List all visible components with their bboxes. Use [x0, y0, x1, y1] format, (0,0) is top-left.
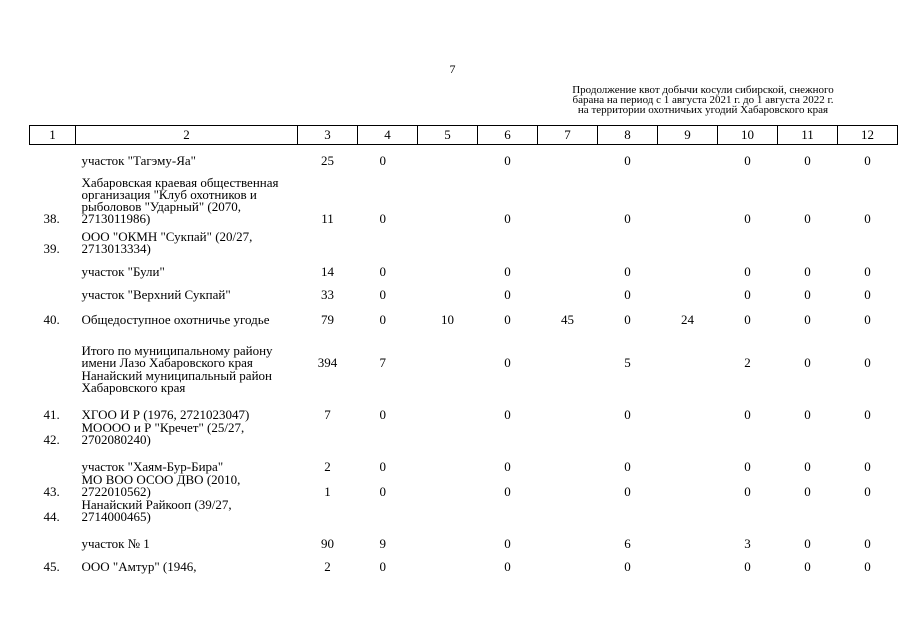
quota-value: 0 [804, 312, 811, 327]
quota-value: 0 [864, 536, 871, 551]
column-header: 1 [30, 126, 76, 145]
quota-value [418, 255, 478, 278]
quota-value [358, 369, 418, 394]
column-header: 2 [76, 126, 298, 145]
row-number: 45. [43, 559, 60, 574]
quota-value: 2 [744, 355, 751, 370]
quota-value: 0 [864, 407, 871, 422]
caption-line: Продолжение квот добычи косули сибирской, снежного [572, 84, 834, 96]
quota-value [358, 421, 418, 446]
quota-value [538, 550, 598, 573]
quota-value: 0 [804, 536, 811, 551]
quota-value [598, 369, 658, 394]
quota-value: 0 [744, 484, 751, 499]
quota-value: 0 [744, 287, 751, 302]
table-row [30, 394, 898, 421]
row-name: Итого по муниципальному району имени Лазо Хабаровского края [81, 343, 273, 370]
quota-value [598, 421, 658, 446]
column-header: 11 [778, 126, 838, 145]
quota-value: 0 [864, 264, 871, 279]
row-number: 38. [43, 211, 60, 226]
quota-value [658, 446, 718, 473]
row-name: ООО "ОКМН "Сукпай" (20/27, 2713013334) [81, 229, 253, 256]
quota-value [658, 369, 718, 394]
row-number: 43. [43, 484, 60, 499]
table-body [30, 145, 898, 574]
quota-value: 0 [624, 459, 631, 474]
table-row [30, 550, 898, 573]
row-name: участок "Хаям-Бур-Бира" [81, 459, 224, 474]
quota-value: 0 [624, 264, 631, 279]
quota-value: 0 [864, 559, 871, 574]
quota-value: 0 [864, 153, 871, 168]
quota-value [418, 326, 478, 369]
quota-value: 0 [504, 287, 511, 302]
quota-value: 0 [864, 312, 871, 327]
quota-value [538, 278, 598, 301]
quota-value [418, 421, 478, 446]
column-header: 9 [658, 126, 718, 145]
table-row [30, 446, 898, 473]
table-row [30, 301, 898, 326]
quota-value [418, 550, 478, 573]
quota-value: 0 [504, 264, 511, 279]
quota-value: 0 [804, 287, 811, 302]
quota-value: 11 [321, 211, 334, 226]
quota-value [658, 167, 718, 225]
quota-value: 0 [864, 287, 871, 302]
column-header: 4 [358, 126, 418, 145]
quota-value [658, 550, 718, 573]
row-number [30, 278, 76, 301]
quota-value: 0 [744, 211, 751, 226]
quota-value: 14 [321, 264, 334, 279]
quota-value [538, 326, 598, 369]
table-row [30, 145, 898, 168]
quota-value [478, 225, 538, 255]
quota-value [718, 225, 778, 255]
quota-value: 5 [624, 355, 631, 370]
table-row [30, 167, 898, 225]
quota-value [658, 145, 718, 168]
caption-line: на территории охотничьих угодий Хабаровского края [577, 104, 829, 116]
quota-value [538, 369, 598, 394]
row-name: участок "Верхний Сукпай" [81, 287, 231, 302]
quota-value: 0 [624, 407, 631, 422]
quota-value [298, 369, 358, 394]
quota-value [538, 523, 598, 550]
quota-value: 0 [864, 355, 871, 370]
quota-value [598, 498, 658, 523]
row-name: участок № 1 [81, 536, 150, 551]
quota-value: 0 [504, 407, 511, 422]
quota-value: 0 [744, 407, 751, 422]
quota-table [29, 125, 898, 573]
caption-line: барана на период с 1 августа 2021 г. до 1 августа 2022 г. [572, 94, 834, 106]
quota-value: 45 [561, 312, 574, 327]
quota-value: 90 [321, 536, 334, 551]
quota-value [538, 473, 598, 498]
quota-value [418, 167, 478, 225]
quota-value: 0 [804, 211, 811, 226]
quota-value: 0 [379, 312, 386, 327]
row-number: 42. [43, 432, 60, 447]
quota-value: 0 [379, 264, 386, 279]
quota-value: 24 [681, 312, 694, 327]
quota-value: 3 [744, 536, 751, 551]
quota-value: 7 [324, 407, 331, 422]
quota-value: 0 [744, 264, 751, 279]
quota-value: 0 [504, 312, 511, 327]
quota-value [658, 498, 718, 523]
table-caption [548, 85, 858, 115]
column-header: 10 [718, 126, 778, 145]
quota-value: 0 [804, 264, 811, 279]
quota-value [418, 473, 478, 498]
row-number [30, 523, 76, 550]
row-name: МО ВОО ОСОО ДВО (2010, 2722010562) [81, 472, 241, 499]
quota-value: 0 [624, 287, 631, 302]
table-row [30, 225, 898, 255]
table-row [30, 523, 898, 550]
row-number: 44. [43, 509, 60, 524]
quota-value: 0 [624, 559, 631, 574]
quota-value: 0 [864, 459, 871, 474]
table-row [30, 498, 898, 523]
table-row [30, 421, 898, 446]
table-row [30, 473, 898, 498]
quota-value: 0 [744, 559, 751, 574]
table-row [30, 369, 898, 394]
quota-value [538, 167, 598, 225]
quota-value [478, 498, 538, 523]
quota-value [418, 523, 478, 550]
row-number [30, 326, 76, 369]
quota-value: 0 [504, 211, 511, 226]
row-name: участок "Були" [81, 264, 165, 279]
quota-value: 0 [504, 459, 511, 474]
quota-value [838, 225, 898, 255]
quota-value: 0 [864, 211, 871, 226]
quota-value: 0 [804, 355, 811, 370]
quota-value [658, 394, 718, 421]
quota-value [778, 421, 838, 446]
row-number [30, 255, 76, 278]
quota-value [598, 225, 658, 255]
column-header: 6 [478, 126, 538, 145]
quota-value: 7 [379, 355, 386, 370]
quota-value: 0 [624, 312, 631, 327]
quota-value: 6 [624, 536, 631, 551]
quota-value [298, 498, 358, 523]
row-number: 39. [43, 241, 60, 256]
quota-value [538, 394, 598, 421]
quota-value: 0 [379, 559, 386, 574]
column-header: 8 [598, 126, 658, 145]
quota-value [658, 523, 718, 550]
table-row [30, 255, 898, 278]
quota-value: 0 [864, 484, 871, 499]
quota-value: 9 [379, 536, 386, 551]
quota-value [658, 473, 718, 498]
quota-value: 0 [379, 153, 386, 168]
quota-value [538, 498, 598, 523]
quota-value [418, 369, 478, 394]
quota-value [538, 225, 598, 255]
quota-value: 2 [324, 559, 331, 574]
quota-value [478, 369, 538, 394]
quota-value: 33 [321, 287, 334, 302]
quota-value: 0 [624, 153, 631, 168]
quota-value [838, 498, 898, 523]
quota-value [658, 421, 718, 446]
quota-value: 0 [504, 536, 511, 551]
quota-value [418, 278, 478, 301]
row-number: 40. [43, 312, 60, 327]
quota-value: 10 [441, 312, 454, 327]
row-number [30, 446, 76, 473]
quota-value: 0 [804, 407, 811, 422]
table-row [30, 278, 898, 301]
row-number: 41. [43, 407, 60, 422]
column-header: 12 [838, 126, 898, 145]
quota-value: 0 [504, 153, 511, 168]
quota-value [418, 394, 478, 421]
quota-value [658, 255, 718, 278]
quota-value [538, 255, 598, 278]
page-number: 7 [449, 62, 456, 76]
column-header: 7 [538, 126, 598, 145]
row-name: ХГОО И Р (1976, 2721023047) [81, 407, 250, 422]
row-name: Общедоступное охотничье угодье [81, 312, 270, 327]
quota-value [538, 421, 598, 446]
row-number [30, 369, 76, 394]
quota-value [358, 225, 418, 255]
quota-value: 0 [379, 211, 386, 226]
quota-value [418, 446, 478, 473]
quota-value: 25 [321, 153, 334, 168]
quota-value [298, 421, 358, 446]
quota-value: 0 [379, 407, 386, 422]
quota-value [538, 145, 598, 168]
quota-value: 0 [504, 484, 511, 499]
column-header: 3 [298, 126, 358, 145]
row-name: Нанайский Райкооп (39/27, 2714000465) [81, 497, 232, 524]
quota-value [718, 421, 778, 446]
quota-value: 79 [321, 312, 334, 327]
quota-value: 0 [804, 484, 811, 499]
row-name: Нанайский муниципальный район Хабаровского края [81, 368, 272, 395]
quota-value: 0 [624, 484, 631, 499]
quota-value [658, 326, 718, 369]
column-header: 5 [418, 126, 478, 145]
quota-value: 0 [504, 559, 511, 574]
quota-value: 0 [744, 312, 751, 327]
quota-value [658, 278, 718, 301]
quota-value [838, 369, 898, 394]
column-number-row [30, 126, 898, 145]
quota-value [838, 421, 898, 446]
quota-value [418, 225, 478, 255]
quota-value [778, 369, 838, 394]
quota-value [658, 225, 718, 255]
quota-value: 0 [744, 153, 751, 168]
quota-value: 0 [379, 484, 386, 499]
quota-value: 0 [804, 459, 811, 474]
quota-value: 0 [379, 287, 386, 302]
quota-value [298, 225, 358, 255]
quota-value: 0 [744, 459, 751, 474]
quota-value [778, 498, 838, 523]
row-name: Хабаровская краевая общественная организация "Клуб охотников и рыболовов "Ударный" (2070, 2713011986) [81, 175, 279, 226]
quota-value: 2 [324, 459, 331, 474]
quota-value: 0 [379, 459, 386, 474]
quota-value: 0 [504, 355, 511, 370]
quota-value [718, 369, 778, 394]
quota-value: 0 [804, 153, 811, 168]
quota-value [778, 225, 838, 255]
quota-value: 1 [324, 484, 331, 499]
quota-value [478, 421, 538, 446]
row-name: ООО "Амтур" (1946, [81, 559, 197, 574]
quota-value: 394 [317, 355, 338, 370]
quota-value: 0 [624, 211, 631, 226]
row-number [30, 145, 76, 168]
row-name: участок "Тагэму-Яа" [81, 153, 196, 168]
table-row [30, 326, 898, 369]
quota-value: 0 [804, 559, 811, 574]
quota-value [418, 145, 478, 168]
quota-value [358, 498, 418, 523]
quota-value [418, 498, 478, 523]
quota-value [538, 446, 598, 473]
row-name: МОООО и Р "Кречет" (25/27, 2702080240) [81, 420, 245, 447]
quota-value [718, 498, 778, 523]
